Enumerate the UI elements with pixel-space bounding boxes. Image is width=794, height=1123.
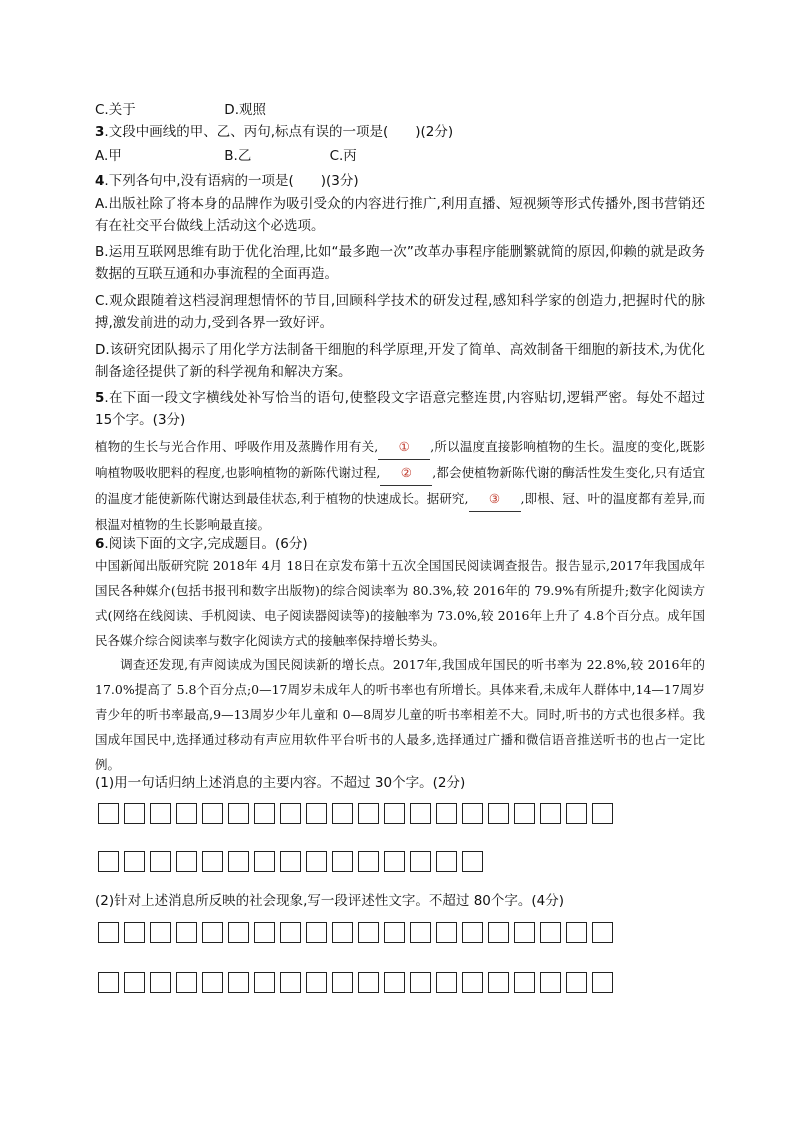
answer-cell[interactable] bbox=[332, 972, 353, 993]
q2-option-c[interactable]: C.关于 bbox=[95, 102, 136, 118]
answer-cell[interactable] bbox=[202, 851, 223, 872]
answer-cell[interactable] bbox=[592, 803, 613, 824]
q5-stem bbox=[95, 387, 705, 431]
answer-cell[interactable] bbox=[124, 851, 145, 872]
q4-option-b[interactable]: B.运用互联网思维有助于优化治理,比如“最多跑一次”改革办事程序能删繁就简的原因,仰赖的就是政务数据的互联互通和办事流程的全面再造。 bbox=[95, 244, 705, 282]
answer-cell[interactable] bbox=[410, 972, 431, 993]
answer-cell[interactable] bbox=[254, 922, 275, 943]
q3-option-c[interactable]: C.丙 bbox=[329, 148, 357, 164]
answer-cell[interactable] bbox=[358, 851, 379, 872]
q5-passage-part-4: ,即根、冠、叶的温度都有差异,而根温对植物的生长影响最直接。 bbox=[95, 491, 705, 532]
answer-cell[interactable] bbox=[176, 851, 197, 872]
q4-number: 4 bbox=[95, 173, 105, 189]
answer-cell[interactable] bbox=[540, 972, 561, 993]
answer-cell[interactable] bbox=[280, 851, 301, 872]
q5-passage-part-1: 植物的生长与光合作用、呼吸作用及蒸腾作用有关, bbox=[95, 439, 379, 454]
answer-cell[interactable] bbox=[254, 851, 275, 872]
q4-stem bbox=[95, 170, 705, 192]
answer-cell[interactable] bbox=[150, 972, 171, 993]
answer-cell[interactable] bbox=[410, 803, 431, 824]
answer-cell[interactable] bbox=[98, 972, 119, 993]
answer-cell[interactable] bbox=[410, 851, 431, 872]
answer-cell[interactable] bbox=[228, 803, 249, 824]
answer-cell[interactable] bbox=[306, 972, 327, 993]
q6-paragraph-2-text: 调查还发现,有声阅读成为国民阅读新的增长点。2017年,我国成年国民的听书率为 22.8%,较 2016年的 17.0%提高了 5.8个百分点;0—17周岁未成年人的听书率也有所增长。具体来看,未成年人群体中,14—17周岁青少年的听书率最高,9—13周岁少年儿童和 0—8周岁儿童的听书率相差不大。同时,听书的方式也很多样。我国成年国民中,选择通过移动有声应用软件平台听书的人最多,选择通过广播和微信语音推送听书的也占一定比例。 bbox=[95, 657, 705, 772]
answer-cell[interactable] bbox=[306, 922, 327, 943]
answer-cell[interactable] bbox=[150, 922, 171, 943]
q2-options-row bbox=[95, 99, 705, 121]
answer-cell[interactable] bbox=[540, 803, 561, 824]
answer-cell[interactable] bbox=[150, 851, 171, 872]
answer-cell[interactable] bbox=[332, 851, 353, 872]
answer-cell[interactable] bbox=[358, 803, 379, 824]
q3-option-a[interactable]: A.甲 bbox=[95, 148, 122, 164]
answer-cell[interactable] bbox=[228, 972, 249, 993]
q5-blank-1[interactable]: ① bbox=[378, 434, 430, 460]
answer-grid-2-row-1[interactable] bbox=[98, 922, 613, 943]
answer-cell[interactable] bbox=[280, 803, 301, 824]
answer-cell[interactable] bbox=[488, 972, 509, 993]
answer-cell[interactable] bbox=[592, 972, 613, 993]
answer-cell[interactable] bbox=[280, 922, 301, 943]
q6-sub2-prompt: (2)针对上述消息所反映的社会现象,写一段评述性文字。不超过 80个字。(4分) bbox=[95, 893, 565, 909]
answer-cell[interactable] bbox=[384, 803, 405, 824]
answer-cell[interactable] bbox=[358, 922, 379, 943]
answer-cell[interactable] bbox=[514, 922, 535, 943]
answer-cell[interactable] bbox=[124, 972, 145, 993]
answer-grid-2-row-2[interactable] bbox=[98, 972, 613, 993]
answer-cell[interactable] bbox=[124, 803, 145, 824]
answer-cell[interactable] bbox=[462, 803, 483, 824]
q3-options-row bbox=[95, 145, 705, 167]
answer-cell[interactable] bbox=[202, 972, 223, 993]
answer-cell[interactable] bbox=[228, 922, 249, 943]
q6-stem-text: .阅读下面的文字,完成题目。(6分) bbox=[104, 536, 308, 552]
q4-option-c[interactable]: C.观众跟随着这档浸润理想情怀的节目,回顾科学技术的研发过程,感知科学家的创造力,把握时代的脉搏,激发前进的动力,受到各界一致好评。 bbox=[95, 293, 705, 331]
q3-option-b[interactable]: B.乙 bbox=[224, 148, 252, 164]
q6-paragraph-2 bbox=[95, 652, 705, 777]
q4-option-d[interactable]: D.该研究团队揭示了用化学方法制备干细胞的科学原理,开发了简单、高效制备干细胞的新技术,为优化制备途径提供了新的科学视角和解决方案。 bbox=[95, 342, 705, 380]
answer-cell[interactable] bbox=[566, 922, 587, 943]
answer-cell[interactable] bbox=[228, 851, 249, 872]
answer-cell[interactable] bbox=[254, 972, 275, 993]
q2-option-d[interactable]: D.观照 bbox=[224, 102, 266, 118]
answer-cell[interactable] bbox=[436, 922, 457, 943]
answer-cell[interactable] bbox=[540, 922, 561, 943]
answer-cell[interactable] bbox=[436, 972, 457, 993]
q5-stem-text: .在下面一段文字横线处补写恰当的语句,使整段文字语意完整连贯,内容贴切,逻辑严密。每处不超过 15个字。(3分) bbox=[95, 390, 705, 428]
q3-stem bbox=[95, 121, 705, 143]
answer-cell[interactable] bbox=[332, 803, 353, 824]
answer-cell[interactable] bbox=[436, 851, 457, 872]
answer-cell[interactable] bbox=[306, 803, 327, 824]
q5-blank-3[interactable]: ③ bbox=[469, 486, 521, 512]
q5-passage bbox=[95, 434, 705, 537]
answer-cell[interactable] bbox=[384, 851, 405, 872]
answer-cell[interactable] bbox=[176, 922, 197, 943]
answer-cell[interactable] bbox=[202, 803, 223, 824]
answer-cell[interactable] bbox=[98, 803, 119, 824]
q4-stem-text: .下列各句中,没有语病的一项是( )(3分) bbox=[104, 173, 359, 189]
answer-cell[interactable] bbox=[436, 803, 457, 824]
answer-cell[interactable] bbox=[384, 972, 405, 993]
answer-cell[interactable] bbox=[176, 803, 197, 824]
q6-number: 6 bbox=[95, 536, 105, 552]
answer-cell[interactable] bbox=[488, 922, 509, 943]
answer-cell[interactable] bbox=[384, 922, 405, 943]
answer-cell[interactable] bbox=[202, 922, 223, 943]
q5-passage-part-2: ,所以温度直接影响植物的生长。温度的变化,既影响植物吸收肥料的程度,也影响植物的新陈代谢过程, bbox=[95, 439, 705, 480]
answer-cell[interactable] bbox=[592, 922, 613, 943]
answer-cell[interactable] bbox=[462, 922, 483, 943]
answer-cell[interactable] bbox=[462, 972, 483, 993]
answer-cell[interactable] bbox=[566, 803, 587, 824]
answer-cell[interactable] bbox=[410, 922, 431, 943]
answer-cell[interactable] bbox=[306, 851, 327, 872]
q6-paragraph-1: 中国新闻出版研究院 2018年 4月 18日在京发布第十五次全国国民阅读调查报告。报告显示,2017年我国成年国民各种媒介(包括书报刊和数字出版物)的综合阅读率为 80.3%,较 2016年的 79.9%有所提升;数字化阅读方式(网络在线阅读、手机阅读、电子阅读器阅读等)的接触率为 73.0%,较 2016年上升了 4.8个百分点。成年国民各媒介综合阅读率与数字化阅读方式的接触率保持增长势头。 bbox=[95, 558, 705, 648]
answer-cell[interactable] bbox=[124, 922, 145, 943]
q5-passage-part-3: ,都会使植物新陈代谢的酶活性发生变化,只有适宜的温度才能使新陈代谢达到最佳状态,利于植物的快速成长。据研究, bbox=[95, 465, 705, 506]
q5-number: 5 bbox=[95, 390, 105, 406]
answer-cell[interactable] bbox=[98, 851, 119, 872]
q6-stem bbox=[95, 533, 705, 555]
q3-number: 3 bbox=[95, 124, 105, 140]
answer-cell[interactable] bbox=[358, 972, 379, 993]
answer-cell[interactable] bbox=[98, 922, 119, 943]
answer-cell[interactable] bbox=[566, 972, 587, 993]
answer-cell[interactable] bbox=[514, 972, 535, 993]
q5-blank-2[interactable]: ② bbox=[380, 460, 432, 486]
q6-sub1-prompt: (1)用一句话归纳上述消息的主要内容。不超过 30个字。(2分) bbox=[95, 775, 466, 791]
answer-cell[interactable] bbox=[176, 972, 197, 993]
answer-cell[interactable] bbox=[150, 803, 171, 824]
answer-cell[interactable] bbox=[488, 803, 509, 824]
q3-stem-text: .文段中画线的甲、乙、丙句,标点有误的一项是( )(2分) bbox=[104, 124, 454, 140]
answer-cell[interactable] bbox=[254, 803, 275, 824]
answer-grid-1-row-2[interactable] bbox=[98, 851, 483, 872]
answer-cell[interactable] bbox=[332, 922, 353, 943]
answer-grid-1-row-1[interactable] bbox=[98, 803, 613, 824]
q4-option-a[interactable]: A.出版社除了将本身的品牌作为吸引受众的内容进行推广,利用直播、短视频等形式传播外,图书营销还有在社交平台做线上活动这个必选项。 bbox=[95, 196, 705, 234]
answer-cell[interactable] bbox=[280, 972, 301, 993]
answer-cell[interactable] bbox=[462, 851, 483, 872]
answer-cell[interactable] bbox=[514, 803, 535, 824]
